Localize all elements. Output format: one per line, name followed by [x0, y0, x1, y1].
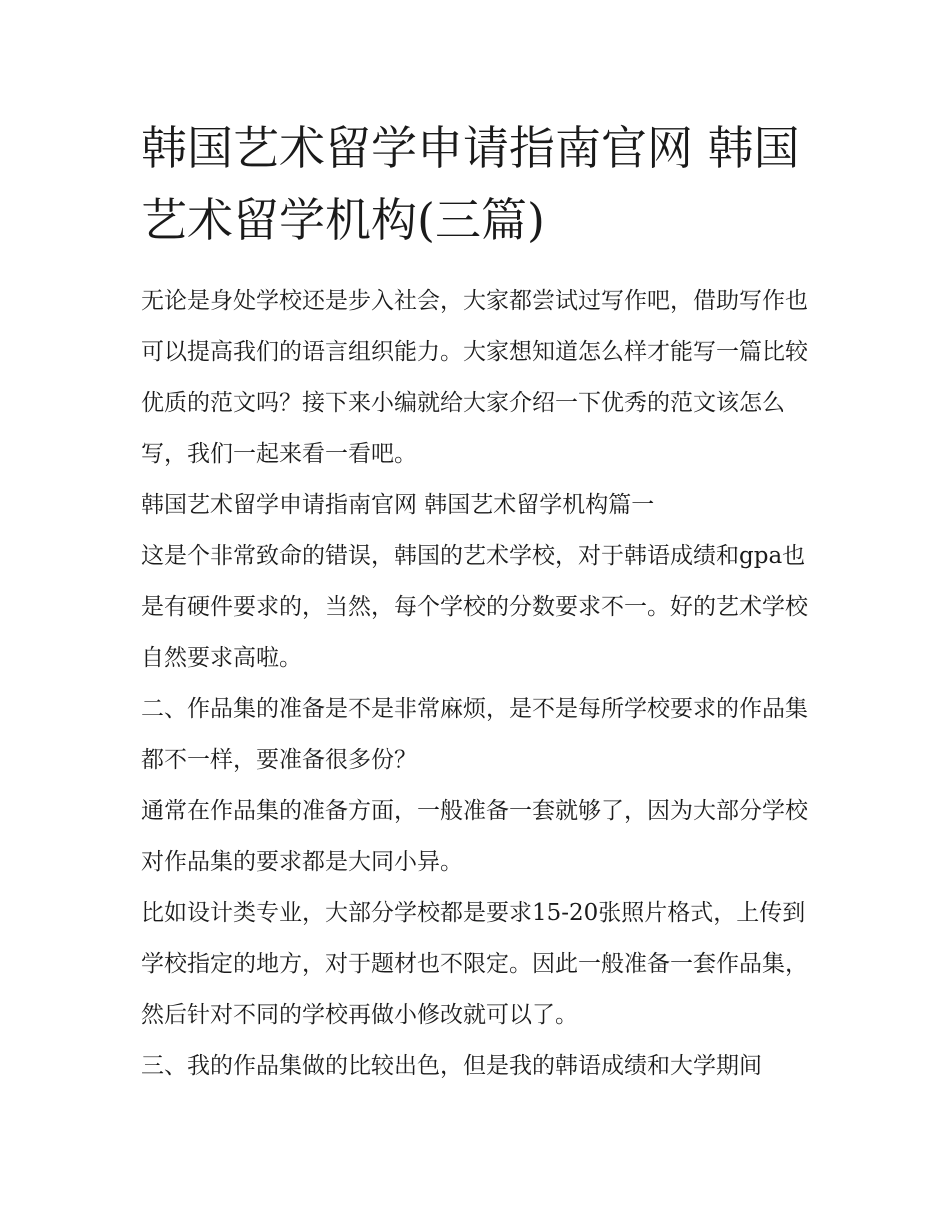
document-title: 韩国艺术留学申请指南官网 韩国艺术留学机构(三篇)	[141, 121, 800, 247]
paragraph-design-example: 比如设计类专业，大部分学校都是要求15-20张照片格式，上传到学校指定的地方，对于题材也不限定。因此一般准备一套作品集，然后针对不同的学校再做小修改就可以了。	[141, 900, 808, 1028]
paragraph-intro: 无论是身处学校还是步入社会，大家都尝试过写作吧，借助写作也可以提高我们的语言组织能力。大家想知道怎么样才能写一篇比较优质的范文吗？接下来小编就给大家介绍一下优秀的范文该怎么写，我们一起来看一看吧。	[141, 288, 808, 467]
section-heading-part-one: 韩国艺术留学申请指南官网 韩国艺术留学机构篇一	[141, 492, 655, 518]
document-body	[141, 276, 813, 1092]
paragraph-question-three: 三、我的作品集做的比较出色，但是我的韩语成绩和大学期间	[141, 1053, 762, 1079]
paragraph-requirements: 这是个非常致命的错误，韩国的艺术学校，对于韩语成绩和gpa也是有硬件要求的，当然，每个学校的分数要求不一。好的艺术学校自然要求高啦。	[141, 543, 808, 671]
paragraph-portfolio-prep: 通常在作品集的准备方面，一般准备一套就够了，因为大部分学校对作品集的要求都是大同小异。	[141, 798, 808, 875]
document-page	[141, 112, 813, 1092]
paragraph-question-two: 二、作品集的准备是不是非常麻烦，是不是每所学校要求的作品集都不一样，要准备很多份？	[141, 696, 808, 773]
